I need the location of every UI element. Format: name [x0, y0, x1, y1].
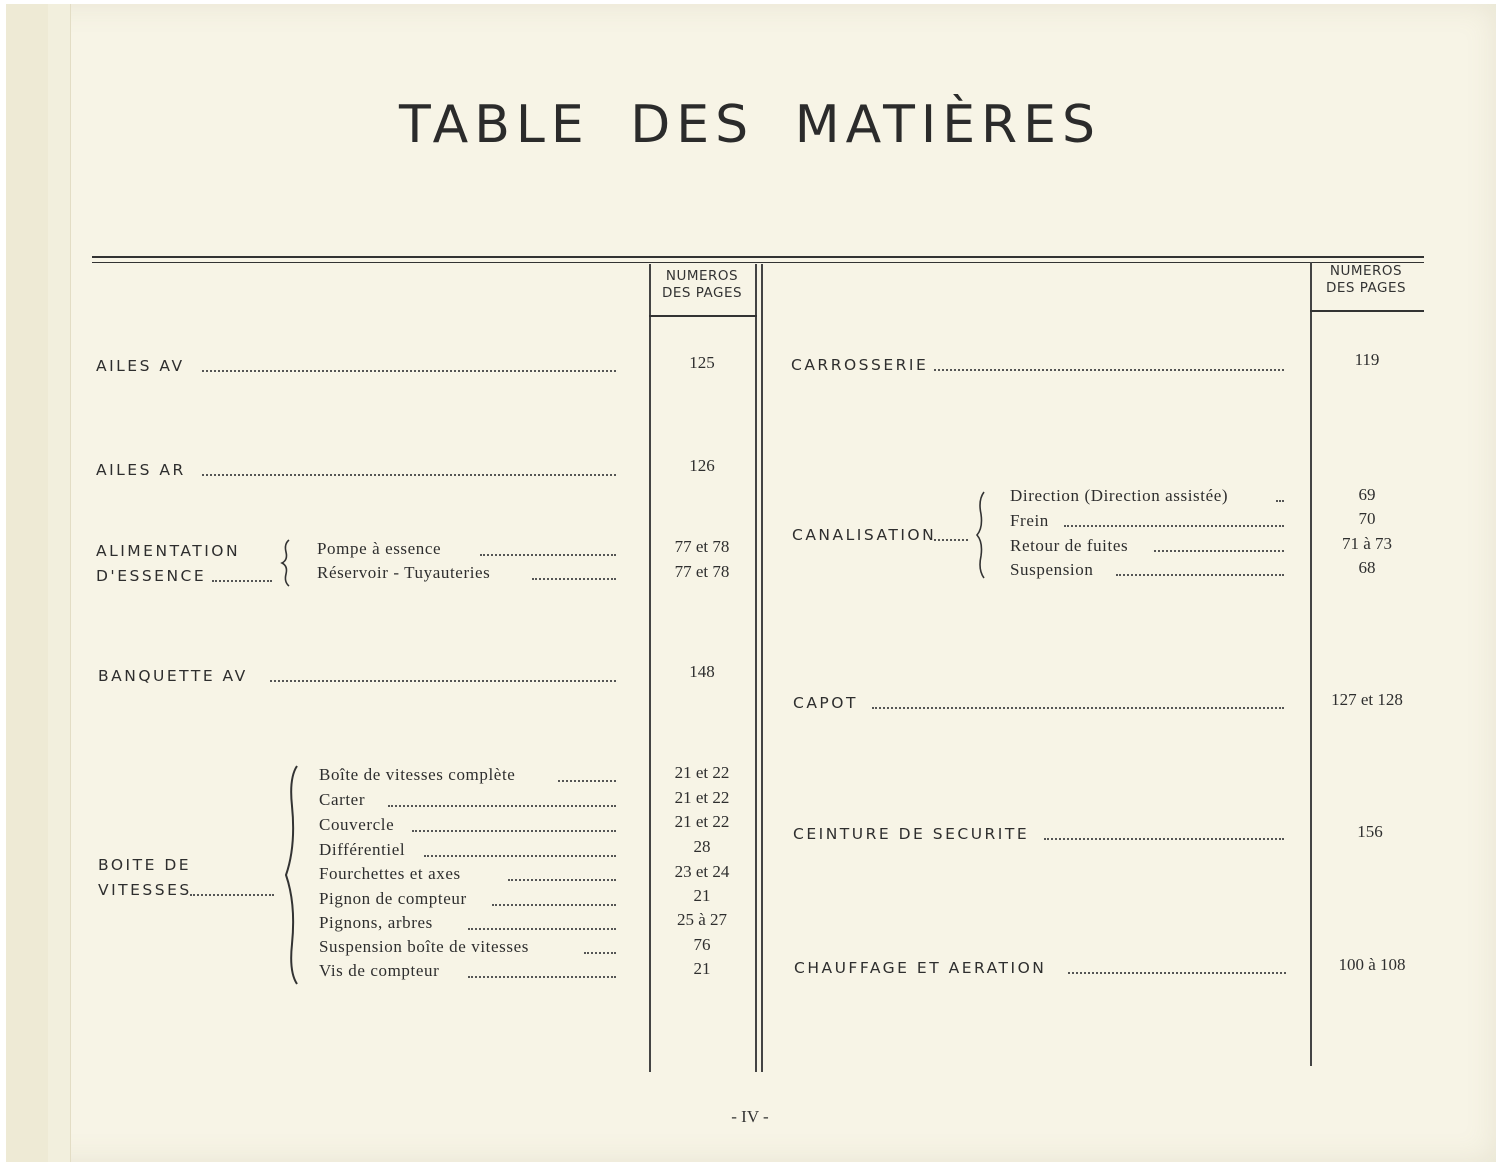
entry-boite-de-vitesses-line2: VITESSES	[98, 881, 192, 899]
page-number: 126	[689, 456, 715, 475]
page-number: 21	[693, 886, 711, 905]
column-divider	[1310, 262, 1312, 1066]
sub-entry: Suspension boîte de vitesses	[319, 937, 529, 956]
sub-entry: Pignon de compteur	[319, 889, 467, 908]
sub-entry: Fourchettes et axes	[319, 864, 461, 883]
page-number: 21	[693, 959, 711, 978]
entry-chauffage-et-aeration: CHAUFFAGE ET AERATION	[794, 959, 1047, 977]
page-number: 119	[1354, 350, 1380, 369]
top-rule-thin	[92, 262, 1424, 263]
page-edge	[48, 4, 71, 1162]
dot-leader	[508, 875, 616, 881]
dot-leader	[202, 366, 616, 372]
page-number: 23 et 24	[674, 862, 730, 881]
page-number: 68	[1358, 558, 1376, 577]
sub-entry: Pignons, arbres	[319, 913, 433, 932]
column-divider	[649, 264, 651, 1072]
dot-leader	[492, 900, 616, 906]
page-number: 71 à 73	[1341, 534, 1393, 553]
page-number: 148	[689, 662, 715, 681]
column-divider	[755, 264, 757, 1072]
page-number: 21 et 22	[674, 812, 730, 831]
page-number: 77 et 78	[674, 562, 730, 581]
page-number: 21 et 22	[674, 788, 730, 807]
dot-leader	[424, 851, 616, 857]
header-line: NUMEROS	[1329, 263, 1403, 279]
sub-entry: Frein	[1010, 511, 1049, 530]
dot-leader	[190, 890, 274, 896]
header-rule	[649, 315, 757, 317]
top-rule	[92, 256, 1424, 258]
page-number: 125	[689, 353, 715, 372]
brace-icon	[975, 492, 989, 578]
sub-entry: Direction (Direction assistée)	[1010, 486, 1229, 505]
page-number: 77 et 78	[674, 537, 730, 556]
dot-leader	[584, 948, 616, 954]
column-divider	[761, 264, 763, 1072]
sub-entry: Retour de fuites	[1010, 536, 1129, 555]
dot-leader	[1064, 521, 1284, 527]
sub-entry: Suspension	[1010, 560, 1094, 579]
sub-entry: Couvercle	[319, 815, 395, 834]
sub-entry: Réservoir - Tuyauteries	[317, 563, 491, 582]
entry-carrosserie: CARROSSERIE	[791, 356, 929, 374]
sub-entry: Différentiel	[319, 840, 406, 859]
brace-icon	[284, 766, 302, 984]
entry-canalisation: CANALISATION	[792, 526, 937, 544]
header-line: DES PAGES	[661, 285, 743, 301]
entry-alimentation-line2: D'ESSENCE	[96, 567, 207, 585]
column-header-pages	[650, 268, 754, 302]
dot-leader	[1068, 968, 1286, 974]
dot-leader	[872, 703, 1284, 709]
dot-leader	[388, 801, 616, 807]
dot-leader	[202, 470, 616, 476]
column-header-pages	[1312, 263, 1420, 297]
dot-leader	[934, 365, 1284, 371]
page-edge	[6, 4, 49, 1162]
dot-leader	[468, 924, 616, 930]
entry-capot: CAPOT	[793, 694, 858, 712]
page-number: 21 et 22	[674, 763, 730, 782]
entry-banquette-av: BANQUETTE AV	[98, 667, 248, 685]
brace-icon	[280, 540, 294, 586]
dot-leader	[480, 550, 616, 556]
sub-entry: Boîte de vitesses complète	[319, 765, 516, 784]
entry-alimentation: ALIMENTATION	[96, 542, 241, 560]
page-number: 76	[693, 935, 711, 954]
dot-leader	[532, 574, 616, 580]
dot-leader	[270, 676, 616, 682]
dot-leader	[1044, 834, 1284, 840]
page-number: 70	[1358, 509, 1376, 528]
entry-boite-de-vitesses: BOITE DE	[98, 856, 192, 874]
page-number: 69	[1358, 485, 1376, 504]
header-rule	[1310, 310, 1424, 312]
page-number: 25 à 27	[676, 910, 728, 929]
page-number: 28	[693, 837, 711, 856]
sub-entry: Vis de compteur	[319, 961, 440, 980]
dot-leader	[412, 826, 616, 832]
dot-leader	[1116, 570, 1284, 576]
sub-entry: Carter	[319, 790, 366, 809]
header-line: NUMEROS	[665, 268, 739, 284]
dot-leader	[468, 972, 616, 978]
dot-leader	[558, 776, 616, 782]
entry-ailes-av: AILES AV	[96, 357, 185, 375]
dot-leader	[934, 535, 968, 541]
page-number: 100 à 108	[1338, 955, 1406, 974]
entry-ailes-ar: AILES AR	[96, 461, 186, 479]
entry-ceinture-de-securite: CEINTURE DE SECURITE	[793, 825, 1030, 843]
dot-leader	[212, 576, 272, 582]
page-title: TABLE DES MATIÈRES	[398, 95, 1102, 155]
sub-entry: Pompe à essence	[317, 539, 442, 558]
page-number: 127 et 128	[1331, 690, 1403, 709]
page-number: 156	[1357, 822, 1383, 841]
page-number-footer: - IV -	[731, 1107, 769, 1126]
dot-leader	[1276, 496, 1284, 502]
dot-leader	[1154, 546, 1284, 552]
header-line: DES PAGES	[1325, 280, 1407, 296]
